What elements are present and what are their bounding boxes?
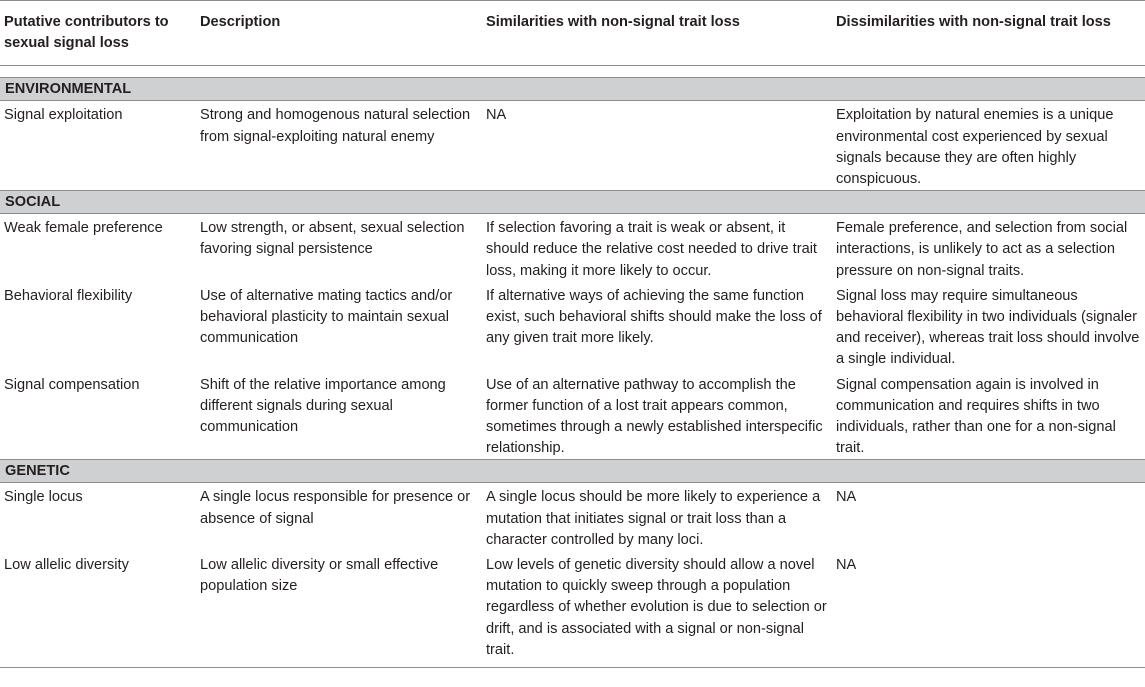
contributor-cell: Signal exploitation bbox=[4, 107, 123, 124]
similarities-cell: Use of an alternative pathway to accomplish the former function of a lost trait appears common, sometimes through a newly established interspecific relationship. bbox=[486, 376, 823, 457]
contributor-cell: Signal compensation bbox=[4, 376, 140, 393]
table-row bbox=[0, 483, 1145, 551]
description-cell: Low allelic diversity or small effective population size bbox=[200, 557, 439, 595]
similarities-cell: Low levels of genetic diversity should allow a novel mutation to quickly sweep through a population regardless of whether evolution is due to selection or drift, and is associated with a signal or non-signal trait. bbox=[486, 557, 827, 658]
table-row bbox=[0, 101, 1145, 191]
similarities-cell: If selection favoring a trait is weak or absent, it should reduce the relative cost needed to drive trait loss, making it more likely to occur. bbox=[486, 220, 817, 279]
header-dissimilarities: Dissimilarities with non-signal trait loss bbox=[832, 1, 1145, 66]
header-contributors: Putative contributors to sexual signal loss bbox=[0, 1, 196, 66]
description-cell: A single locus responsible for presence or absence of signal bbox=[200, 489, 471, 527]
similarities-cell: NA bbox=[486, 107, 507, 124]
section-title: ENVIRONMENTAL bbox=[0, 78, 1145, 101]
table-row bbox=[0, 282, 1145, 371]
table-row bbox=[0, 214, 1145, 282]
section-title: SOCIAL bbox=[0, 191, 1145, 214]
dissimilarities-cell: Exploitation by natural enemies is a unique environmental cost experienced by sexual signals because they are often highly conspicuous. bbox=[836, 107, 1114, 188]
table-row bbox=[0, 371, 1145, 460]
contributor-cell: Behavioral flexibility bbox=[4, 287, 133, 304]
description-cell: Shift of the relative importance among different signals during sexual communication bbox=[200, 376, 446, 436]
description-cell: Strong and homogenous natural selection from signal-exploiting natural enemy bbox=[200, 107, 471, 145]
header-similarities: Similarities with non-signal trait loss bbox=[482, 1, 832, 66]
contributor-cell: Low allelic diversity bbox=[4, 557, 129, 574]
contributor-cell: Single locus bbox=[4, 489, 83, 506]
table-row bbox=[0, 551, 1145, 668]
description-cell: Use of alternative mating tactics and/or behavioral plasticity to maintain sexual communication bbox=[200, 287, 453, 347]
description-cell: Low strength, or absent, sexual selection favoring signal persistence bbox=[200, 220, 465, 258]
dissimilarities-cell: Signal compensation again is involved in communication and requires shifts in two individuals, rather than one for a non-signal trait. bbox=[836, 376, 1116, 457]
section-environmental bbox=[0, 78, 1145, 101]
dissimilarities-cell: Female preference, and selection from social interactions, is unlikely to act as a selection pressure on non-signal traits. bbox=[836, 220, 1128, 279]
section-social bbox=[0, 191, 1145, 214]
section-genetic bbox=[0, 460, 1145, 483]
dissimilarities-cell: Signal loss may require simultaneous behavioral flexibility in two individuals (signaler and receiver), whereas trait loss should involve a single individual. bbox=[836, 287, 1140, 368]
similarities-cell: If alternative ways of achieving the same function exist, such behavioral shifts should make the loss of any given trait more likely. bbox=[486, 287, 822, 347]
dissimilarities-cell: NA bbox=[836, 489, 857, 506]
header-row bbox=[0, 1, 1145, 66]
dissimilarities-cell: NA bbox=[836, 557, 857, 574]
header-description: Description bbox=[196, 1, 482, 66]
contributor-cell: Weak female preference bbox=[4, 220, 163, 237]
section-title: GENETIC bbox=[0, 460, 1145, 483]
similarities-cell: A single locus should be more likely to experience a mutation that initiates signal or trait loss than a character controlled by many loci. bbox=[486, 489, 821, 548]
